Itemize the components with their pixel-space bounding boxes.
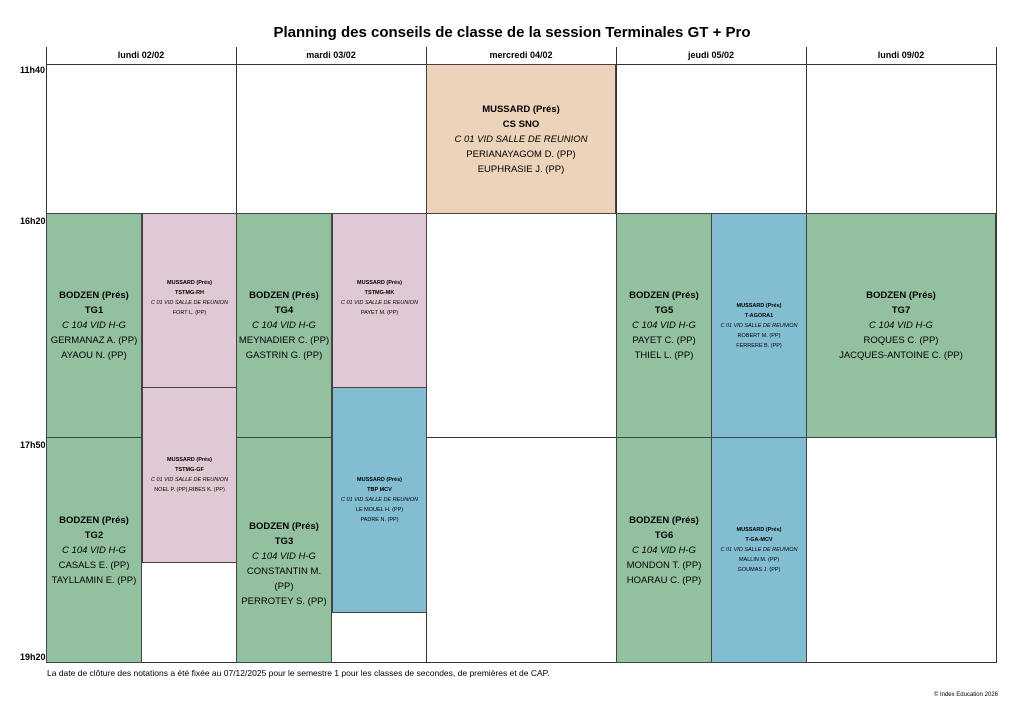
room-name: C 01 VID SALLE DE REUNION xyxy=(150,477,229,483)
class-name: TG5 xyxy=(654,305,674,316)
class-name: TBP MCV xyxy=(367,487,392,493)
footer-note: La date de clôture des notations a été fixée au 07/12/2025 pour le semestre 1 pour les classes de secondes, de premières et de CAP. xyxy=(47,668,550,678)
class-name: TG7 xyxy=(891,305,911,316)
teacher-name: MONDON T. (PP) xyxy=(626,559,702,571)
room-name: C 104 VID H-G xyxy=(632,320,696,331)
president-name: MUSSARD (Prés) xyxy=(357,477,402,483)
president-name: MUSSARD (Prés) xyxy=(357,280,402,286)
class-name: CS SNO xyxy=(502,118,540,130)
teacher-name: NOEL P. (PP),RIBES K. (PP) xyxy=(154,487,225,493)
president-name: BODZEN (Prés) xyxy=(629,514,699,526)
class-name: TG1 xyxy=(84,305,104,316)
teacher-name: TAYLLAMIN E. (PP) xyxy=(51,574,137,586)
teacher-name: CONSTANTIN M. (PP) xyxy=(246,566,322,592)
class-name: TG2 xyxy=(84,529,104,541)
class-name: T-GA-MCV xyxy=(745,537,773,543)
teacher-name: LE MOUEL H. (PP) xyxy=(355,507,404,513)
page-title: Planning des conseils de classe de la session Terminales GT + Pro xyxy=(273,24,751,41)
copyright: © Index Education 2026 xyxy=(933,692,998,698)
session-tstmg-rh[interactable] xyxy=(142,213,237,388)
room-name: C 01 VID SALLE DE REUNION xyxy=(720,547,798,553)
teacher-name: FORT L. (PP) xyxy=(172,310,207,316)
session-tg7[interactable] xyxy=(806,213,996,438)
teacher-name: GERMANAZ A. (PP) xyxy=(50,335,138,346)
president-name: BODZEN (Prés) xyxy=(59,514,129,526)
president-name: BODZEN (Prés) xyxy=(249,521,319,532)
class-name: TG6 xyxy=(654,529,674,541)
room-name: C 01 VID SALLE DE REUNION xyxy=(340,300,419,306)
president-name: MUSSARD (Prés) xyxy=(167,280,212,286)
teacher-name: HOARAU C. (PP) xyxy=(626,574,702,586)
day-header: mercredi 04/02 xyxy=(489,50,553,60)
room-name: C 01 VID SALLE DE REUNION xyxy=(150,300,229,306)
teacher-name: THIEL L. (PP) xyxy=(634,350,694,361)
session-tstmg-mk[interactable] xyxy=(332,213,427,388)
session-tg3[interactable] xyxy=(236,437,332,663)
teacher-name: GOUMAS J. (PP) xyxy=(737,567,781,573)
session-t-ga-mcv[interactable] xyxy=(711,437,807,663)
time-label-1140: 11h40 xyxy=(20,65,46,75)
session-tg1[interactable] xyxy=(46,213,142,438)
teacher-name: ROBERT M. (PP) xyxy=(737,332,781,339)
teacher-name: PERIANAYAGOM D. (PP) xyxy=(466,148,576,160)
class-name: TG3 xyxy=(274,536,294,547)
room-name: C 104 VID H-G xyxy=(632,544,696,556)
class-name: T-AGORA1 xyxy=(744,312,774,319)
day-header: mardi 03/02 xyxy=(306,50,356,60)
session-tbp-mcv[interactable] xyxy=(332,387,427,613)
class-name: TG4 xyxy=(274,305,294,316)
class-name: TSTMG-RH xyxy=(174,290,205,296)
room-name: C 104 VID H-G xyxy=(252,551,316,562)
teacher-name: PERROTEY S. (PP) xyxy=(241,596,327,607)
president-name: BODZEN (Prés) xyxy=(249,290,319,301)
day-header: lundi 09/02 xyxy=(877,50,925,60)
session-tg6[interactable] xyxy=(616,437,712,663)
session-tstmg-gf[interactable] xyxy=(142,387,237,563)
teacher-name: ROQUES C. (PP) xyxy=(863,335,939,346)
session-cs-sno[interactable] xyxy=(426,64,616,214)
time-label-1620: 16h20 xyxy=(20,216,46,226)
teacher-name: GASTRIN G. (PP) xyxy=(245,350,323,361)
room-name: C 01 VID SALLE DE REUNION xyxy=(340,497,419,503)
teacher-name: PADRE N. (PP) xyxy=(360,517,399,523)
day-header: jeudi 05/02 xyxy=(687,50,735,60)
president-name: MUSSARD (Prés) xyxy=(167,457,212,463)
room-name: C 01 VID SALLE DE REUNION xyxy=(720,322,798,329)
teacher-name: FERRERE B. (PP) xyxy=(736,342,782,349)
teacher-name: MALLIN M. (PP) xyxy=(738,557,780,563)
president-name: BODZEN (Prés) xyxy=(866,290,936,301)
session-tg5[interactable] xyxy=(616,213,712,438)
teacher-name: AYAOU N. (PP) xyxy=(61,350,127,361)
teacher-name: EUPHRASIE J. (PP) xyxy=(477,163,565,175)
room-name: C 01 VID SALLE DE REUNION xyxy=(454,133,588,145)
president-name: MUSSARD (Prés) xyxy=(482,103,560,115)
teacher-name: CASALS E. (PP) xyxy=(58,559,130,571)
grid-line xyxy=(996,47,997,663)
president-name: MUSSARD (Prés) xyxy=(736,527,782,533)
session-t-agora1[interactable] xyxy=(711,213,807,438)
grid-line xyxy=(46,662,996,663)
session-tg2[interactable] xyxy=(46,437,142,663)
class-name: TSTMG-GF xyxy=(175,467,204,473)
time-label-1920: 19h20 xyxy=(20,652,46,662)
room-name: C 104 VID H-G xyxy=(62,544,126,556)
class-name: TSTMG-MK xyxy=(364,290,395,296)
schedule-grid xyxy=(46,47,996,663)
president-name: BODZEN (Prés) xyxy=(59,290,129,301)
president-name: BODZEN (Prés) xyxy=(629,290,699,301)
room-name: C 104 VID H-G xyxy=(252,320,316,331)
teacher-name: JACQUES-ANTOINE C. (PP) xyxy=(839,350,963,361)
teacher-name: MEYNADIER C. (PP) xyxy=(238,335,330,346)
room-name: C 104 VID H-G xyxy=(62,320,126,331)
room-name: C 104 VID H-G xyxy=(869,320,933,331)
president-name: MUSSARD (Prés) xyxy=(736,302,782,309)
day-header: lundi 02/02 xyxy=(117,50,165,60)
time-label-1750: 17h50 xyxy=(20,440,46,450)
session-tg4[interactable] xyxy=(236,213,332,438)
teacher-name: PAYET C. (PP) xyxy=(632,335,696,346)
teacher-name: PAYET M. (PP) xyxy=(360,310,399,316)
